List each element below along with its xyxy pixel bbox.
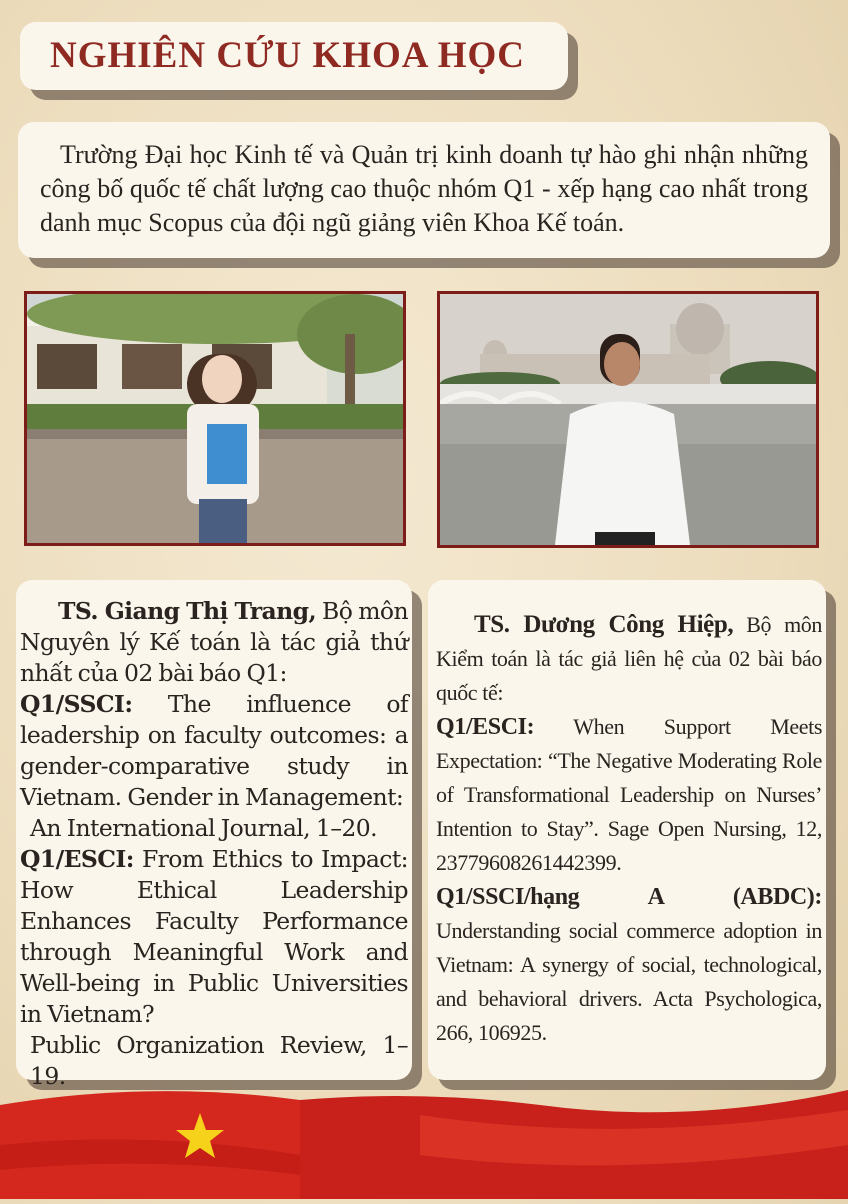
- publication-2-source: Public Organization Review, 1–19.: [30, 1031, 408, 1090]
- publication-1: Q1/ESCI: When Support Meets Expectation: “The Negative Moderating Role of Transformational Leadership on Nurses’ Intention to Stay”. Sage Open Nursing, 12, 23779608261442399.: [436, 714, 822, 875]
- publication-2: Q1/SSCI/hạng A (ABDC): Understanding social commerce adoption in Vietnam: A synergy of social, technological, and behavioral drivers. Acta Psychologica, 266, 106925.: [436, 884, 822, 1045]
- publication-1-source: An International Journal, 1–20.: [30, 814, 377, 842]
- publication-label: Q1/SSCI:: [20, 690, 133, 718]
- author-card-giang-thi-trang: [16, 580, 412, 1090]
- author-intro: TS. Dương Công Hiệp, Bộ môn Kiểm toán là tác giả liên hệ của 02 bài báo quốc tế:: [436, 611, 822, 705]
- photo-duong-cong-hiep: [437, 291, 819, 548]
- intro-text: Trường Đại học Kinh tế và Quản trị kinh doanh tự hào ghi nhận những công bố quốc tế chất lượng cao thuộc nhóm Q1 - xếp hạng cao nhất trong danh mục Scopus của đội ngũ giảng viên Khoa Kế toán.: [40, 140, 808, 237]
- intro-card: [18, 122, 830, 258]
- author-name: TS. Giang Thị Trang,: [58, 597, 317, 625]
- publication-1: Q1/SSCI: The influence of leadership on faculty outcomes: a gender-comparative study in Vietnam. Gender in Management:: [20, 690, 408, 811]
- title-card: [20, 22, 568, 90]
- photo-giang-thi-trang: [24, 291, 406, 546]
- author-card-duong-cong-hiep: [428, 580, 826, 1080]
- page-title: NGHIÊN CỨU KHOA HỌC: [50, 35, 526, 76]
- publication-label: Q1/SSCI/hạng A (ABDC):: [436, 884, 822, 910]
- publication-2: Q1/ESCI: From Ethics to Impact: How Ethical Leadership Enhances Faculty Performance through Meaningful Work and Well-being in Public Universities in Vietnam?: [20, 845, 408, 1028]
- publication-label: Q1/ESCI:: [436, 714, 535, 740]
- author-name: TS. Dương Công Hiệp,: [474, 611, 734, 638]
- publication-label: Q1/ESCI:: [20, 845, 134, 873]
- author-intro: TS. Giang Thị Trang, Bộ môn Nguyên lý Kế toán là tác giả thứ nhất của 02 bài báo Q1:: [20, 597, 408, 687]
- flag-banner: [0, 1085, 848, 1199]
